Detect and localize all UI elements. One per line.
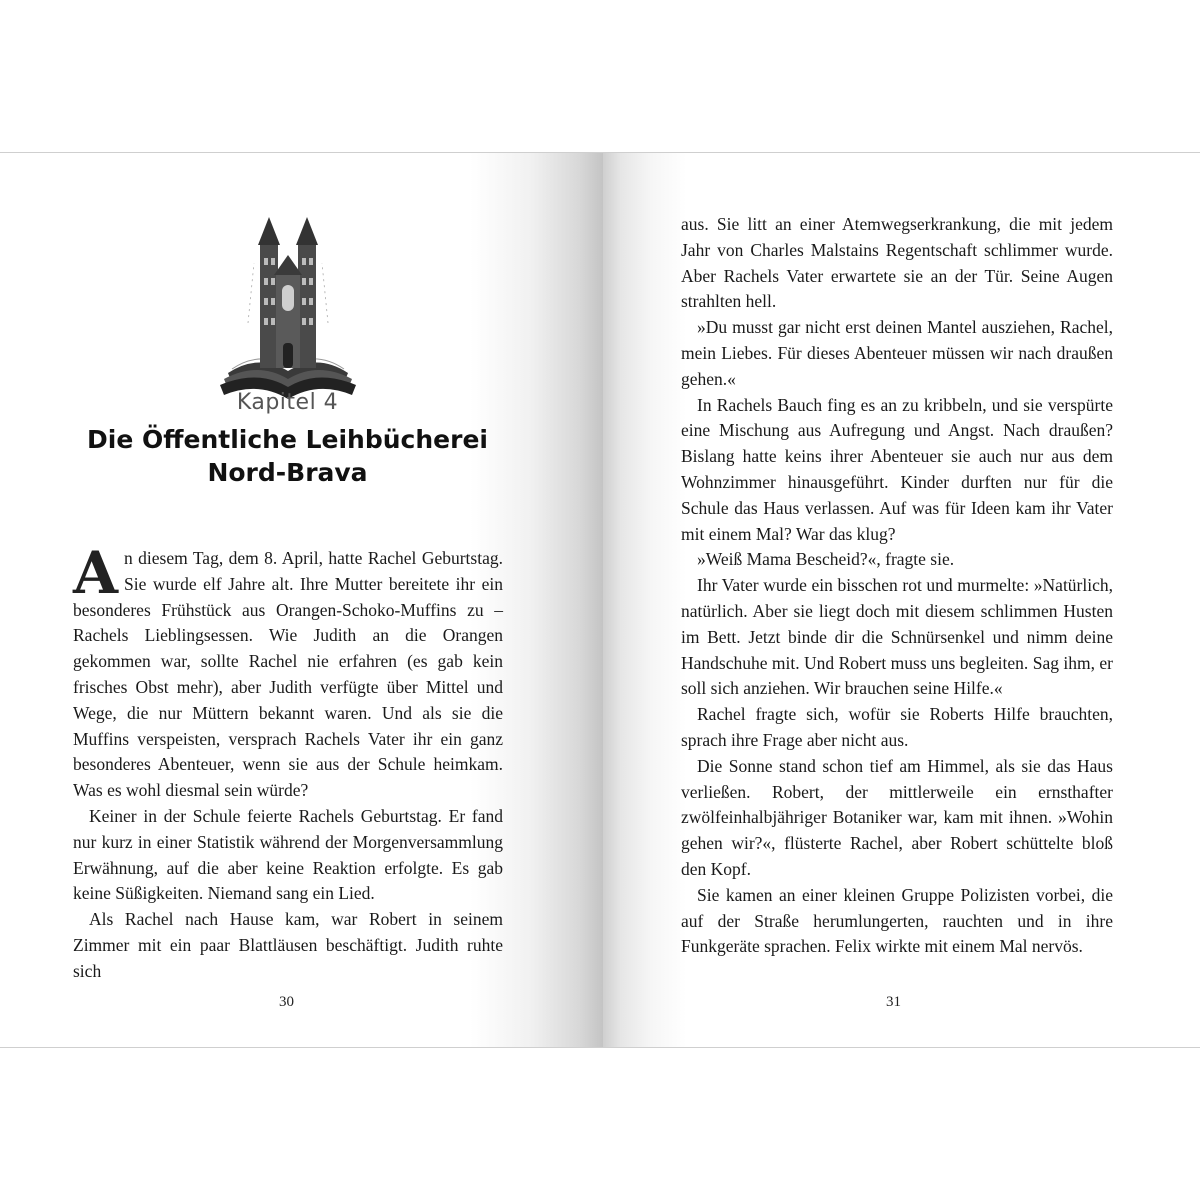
page-number: 31 <box>886 994 901 1010</box>
chapter-label: Kapitel 4 <box>236 390 339 415</box>
paragraph: Die Sonne stand schon tief am Himmel, als sie das Haus verließen. Robert, der mittlerweile ein ernsthafter zwölfeinhalbjähriger Botaniker war, kam mit ihnen. »Wohin gehen wir?«, flüsterte Rachel, aber Robert schüttelte bloß den Kopf. <box>681 755 1113 879</box>
paragraph: Ihr Vater wurde ein bisschen rot und murmelte: »Natürlich, natürlich. Aber sie liegt doch mit diesem schlimmen Husten im Bett. Jetzt binde dir die Schnürsenkel und nimm deine Handschuhe mit. Und Robert muss uns begleiten. Sag ihm, er soll sich anziehen. Wir brauchen seine Hilfe.« <box>681 575 1113 699</box>
drop-cap: A <box>73 539 119 607</box>
paragraph: »Weiß Mama Bescheid?«, fragte sie. <box>697 549 955 570</box>
paragraph-text: n diesem Tag, dem 8. April, hatte Rachel Geburtstag. Sie wurde elf Jahre alt. Ihre Mutter bereitete ihr ein besonderes Frühstück aus Orangen-Schoko-Muffins zu – Rachels Lieblingsessen. Wie Judith an die Orangen gekommen war, sollte Rachel nie erfahren (es gab kein frisches Obst mehr), aber Judith verfügte über Mittel und Wege, die nur Müttern bekannt waren. Und als sie die Muffins verspeisten, versprach Rachels Vater ihr ein ganz besonderes Abenteuer, wenn sie aus der Schule heimkam. Was es wohl diesmal sein würde? <box>73 548 503 801</box>
paragraph: Rachel fragte sich, wofür sie Roberts Hilfe brauchten, sprach ihre Frage aber nicht aus. <box>681 704 1113 750</box>
paragraph <box>73 539 503 804</box>
paragraph: aus. Sie litt an einer Atemwegserkrankung, die mit jedem Jahr von Charles Malstains Regentschaft schlimmer wurde. Aber Rachels Vater erwartete sie an der Tür. Seine Augen strahlten hell. <box>681 214 1113 312</box>
chapter-title-line: Nord-Brava <box>207 458 368 487</box>
paragraph: Als Rachel nach Hause kam, war Robert in seinem Zimmer mit ein paar Blattläusen beschäftigt. Judith ruhte sich <box>73 909 503 981</box>
left-page <box>0 153 603 1047</box>
chapter-title <box>0 423 575 489</box>
book-spread <box>0 152 1200 1048</box>
left-page-body <box>73 539 503 985</box>
page-number: 30 <box>279 994 294 1010</box>
paragraph: »Du musst gar nicht erst deinen Mantel ausziehen, Rachel, mein Liebes. Für dieses Abenteuer müssen wir nach draußen gehen.« <box>681 317 1113 389</box>
right-page <box>603 153 1200 1047</box>
right-page-body <box>681 212 1113 960</box>
paragraph: Sie kamen an einer kleinen Gruppe Polizisten vorbei, die auf der Straße herumlungerten, rauchten und in ihre Funkgeräte sprachen. Felix wirkte mit einem Mal nervös. <box>681 884 1113 957</box>
paragraph: Keiner in der Schule feierte Rachels Geburtstag. Er fand nur kurz in einer Statistik während der Morgenversammlung Erwähnung, auf die aber keine Reaktion erfolgte. Es gab keine Süßigkeiten. Niemand sang ein Lied. <box>73 805 503 904</box>
paragraph: In Rachels Bauch fing es an zu kribbeln, und sie verspürte eine Mischung aus Aufregung und Angst. Nach draußen? Bislang hatte keins ihrer Abenteuer sie auch nur aus dem Wohnzimmer hinausgeführt. Kinder durften nur für die Schule das Haus verlassen. Auf was für Ideen kam ihr Vater mit einem Mal? War das klug? <box>681 394 1113 544</box>
castle-on-open-book-icon <box>218 203 358 403</box>
chapter-title-line: Die Öffentliche Leihbücherei <box>87 425 488 454</box>
